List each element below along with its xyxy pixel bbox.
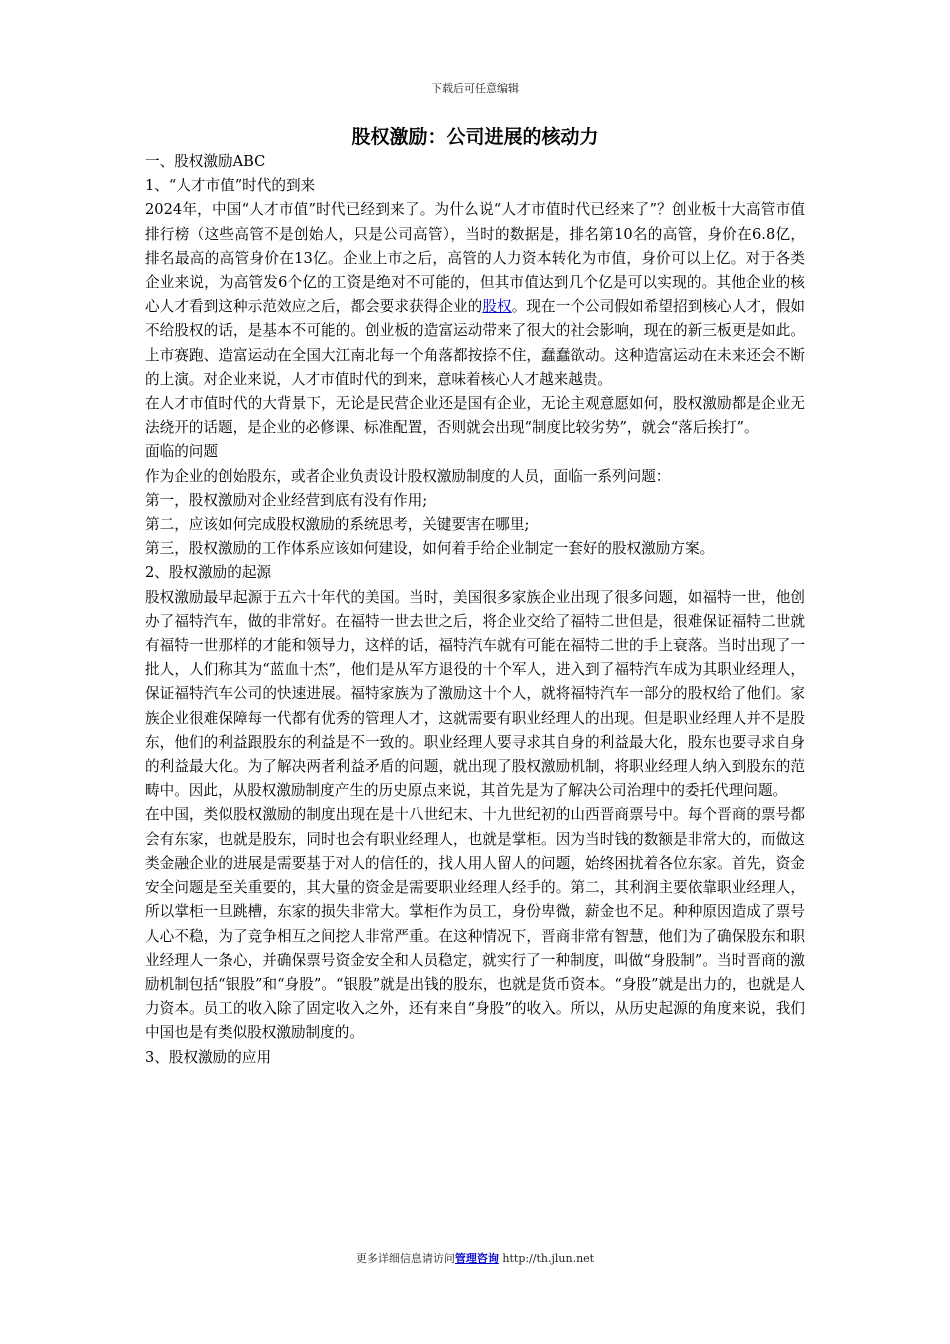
list-item: 第一，股权激励对企业经营到底有没有作用;: [145, 491, 428, 509]
section-heading: 一、股权激励ABC: [145, 153, 266, 170]
document-body: [145, 150, 805, 1070]
page-header: 下载后可任意编辑: [431, 82, 519, 95]
list-item: 第二，应该如何完成股权激励的系统思考，关键要害在哪里;: [145, 516, 530, 534]
page-footer: [0, 1250, 950, 1266]
paragraph: 作为企业的创始股东，或者企业负责设计股权激励制度的人员，面临一系列问题：: [145, 467, 671, 485]
paragraph: 股权激励最早起源于五六十年代的美国。当时，美国很多家族企业出现了很多问题，如福特一世，他创办了福特汽车，做的非常好。在福特一世去世之后，将企业交给了福特二世但是，很难保证福特二世就有福特一世那样的才能和领导力，这样的话，福特汽车就有可能在福特二世的手上衰落。当时出现了一批人，人们称其为“蓝血十杰”，他们是从军方退役的十个军人，进入到了福特汽车成为其职业经理人，保证福特汽车公司的快速进展。福特家族为了激励这十个人，就将福特汽车一部分的股权给了他们。家族企业很难保障每一代都有优秀的管理人才，这就需要有职业经理人的出现。但是职业经理人并不是股东，他们的利益跟股东的利益是不一致的。职业经理人要寻求其自身的利益最大化，股东也要寻求自身的利益最大化。为了解决两者利益矛盾的问题，就出现了股权激励机制，将职业经理人纳入到股东的范畴中。因此，从股权激励制度产生的历史原点来说，其首先是为了解决公司治理中的委托代理问题。: [145, 588, 805, 800]
paragraph: 在人才市值时代的大背景下，无论是民营企业还是国有企业，无论主观意愿如何，股权激励都是企业无法绕开的话题，是企业的必修课、标准配置，否则就会出现“制度比较劣势”，就会“落后挨打”。: [145, 395, 805, 437]
paragraph: [145, 198, 805, 392]
consulting-link[interactable]: 管理咨询: [454, 1252, 499, 1265]
document-title: 股权激励：公司进展的核动力: [351, 126, 599, 148]
paragraph-text: 2024年，中国“人才市值”时代已经到来了。为什么说“人才市值时代已经来了”？创业板十大高管市值排行榜（这些高管不是创始人，只是公司高管），当时的数据是，排名第10名的高管，身价在6.8亿，排名最高的高管身价在13亿。企业上市之后，高管的人力资本转化为市值，身价可以上亿。对于各类企业来说，为高管发6个亿的工资是绝对不可能的，但其市值达到几个亿是可以实现的。其他企业的核心人才看到这种示范效应之后，都会要求获得企业的: [145, 201, 805, 316]
footer-url[interactable]: http://th.jlun.net: [498, 1252, 595, 1265]
subsection-heading: 3、股权激励的应用: [145, 1048, 272, 1066]
paragraph-text: 。现在一个公司假如希望招到核心人才，假如不给股权的话，是基本不可能的。创业板的造富运动带来了很大的社会影响，现在的新三板更是如此。上市赛跑、造富运动在全国大江南北每一个角落都按捺不住，蠢蠢欲动。这种造富运动在未来还会不断的上演。对企业来说，人才市值时代的到来，意味着核心人才越来越贵。: [145, 298, 805, 388]
subsection-heading: 1、“人才市值”时代的到来: [145, 177, 316, 195]
subsection-heading: 2、股权激励的起源: [145, 564, 272, 582]
footer-prefix: 更多详细信息请访问: [355, 1252, 455, 1265]
equity-link[interactable]: 股权: [482, 298, 512, 316]
paragraph: 面临的问题: [145, 443, 218, 461]
list-item: 第三，股权激励的工作体系应该如何建设，如何着手给企业制定一套好的股权激励方案。: [145, 540, 715, 558]
paragraph: 在中国，类似股权激励的制度出现在是十八世纪末、十九世纪初的山西晋商票号中。每个晋商的票号都会有东家，也就是股东，同时也会有职业经理人，也就是掌柜。因为当时钱的数额是非常大的，而做这类金融企业的进展是需要基于对人的信任的，找人用人留人的问题，始终困扰着各位东家。首先，资金安全问题是至关重要的，其大量的资金是需要职业经理人经手的。第二，其利润主要依靠职业经理人，所以掌柜一旦跳槽，东家的损失非常大。掌柜作为员工，身份卑微，薪金也不足。种种原因造成了票号人心不稳，为了竞争相互之间挖人非常严重。在这种情况下，晋商非常有智慧，他们为了确保股东和职业经理人一条心，并确保票号资金安全和人员稳定，就实行了一种制度，叫做“身股制”。当时晋商的激励机制包括“银股”和“身股”。“银股”就是出钱的股东，也就是货币资本。“身股”就是出力的，也就是人力资本。员工的收入除了固定收入之外，还有来自“身股”的收入。所以，从历史起源的角度来说，我们中国也是有类似股权激励制度的。: [145, 806, 805, 1042]
